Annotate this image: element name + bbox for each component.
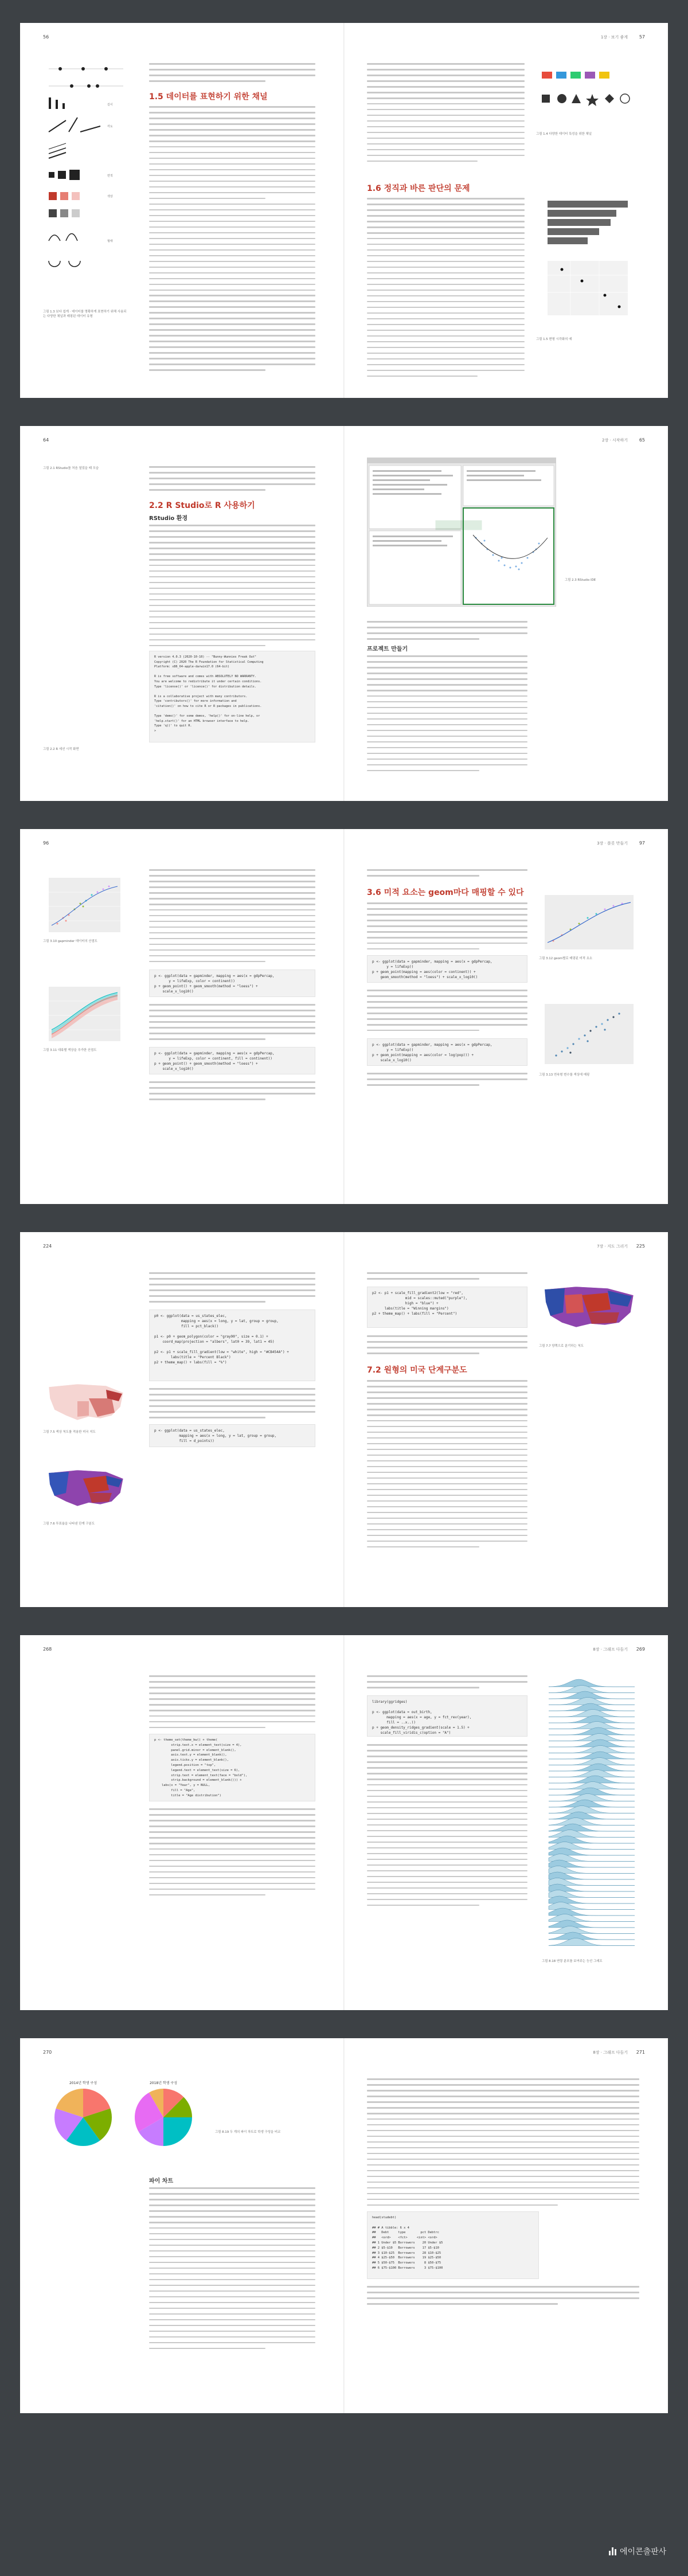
figure-caption: 그림 7.6 투표율을 나타낸 단계 구분도 (43, 1522, 95, 1526)
page-269 (344, 1635, 668, 2010)
code-block: p <- ggplot(data = us_states_elec, mapping = aes(x = long, y = lat, group = group, fill = d_points)) (149, 1424, 315, 1447)
body-text (367, 198, 525, 381)
pie-title: 2018년 학생 구성 (149, 2081, 178, 2085)
running-header: 3장 · 플롯 만들기 (597, 841, 628, 846)
ridge (549, 1866, 635, 1874)
code-block: p <- ggplot(data = gapminder, mapping = aes(x = gdpPercap, y = lifeExp, color = continent, fill = continent)) p + geom_point() + geom_smooth(method = "loess") + scale_x_log10() (149, 1047, 315, 1074)
figure-caption: 그림 1.3 보다 쉽게 · 데이터를 명확하게 표현하기 위해 사용되는 다양한 채널과 매핑된 데이터 유형 (43, 310, 127, 318)
spread-5 (20, 1635, 668, 2010)
pie-charts (43, 2078, 204, 2153)
subsection-title: RStudio 환경 (149, 515, 188, 522)
running-header: 2장 · 시작하기 (602, 438, 628, 443)
page-268 (20, 1635, 344, 2010)
spread-6 (20, 2038, 668, 2413)
body-text (367, 621, 527, 644)
body-text (367, 655, 527, 776)
body-text (149, 869, 315, 967)
body-text (149, 466, 315, 495)
figure-caption: 그림 2.3 RStudio IDE (565, 578, 596, 582)
page-57 (344, 23, 668, 398)
page-65 (344, 426, 668, 801)
legend-label: 길이 (107, 103, 113, 107)
figure-caption: 그림 8.19 두 개의 파이 차트로 학생 구성을 비교 (215, 2131, 281, 2134)
body-text (149, 1808, 315, 1900)
body-text (149, 63, 315, 86)
page-56 (20, 23, 344, 398)
ridge (549, 1878, 635, 1886)
us-map-diverging (539, 1278, 639, 1341)
code-block: p <- ggplot(data = gapminder, mapping = aes(x = gdpPercap, y = lifeExp)) p + geom_point(mapping = aes(color = continent)) + geom_smooth(method = "loess") + scale_x_log10() (367, 955, 527, 983)
code-block: R version 4.0.3 (2020-10-10) -- "Bunny-Wunnies Freak Out" Copyright (C) 2020 The R Foundation for Statistical Computing Platform: x86_64-apple-darwin17.0 (64-bit) R is free software and comes with ABSOLUTELY NO WARRANTY. You are welcome to redistribute it under certain conditions. Type 'license()' or 'licence()' for distribution details. R is a collaborative project with many contributors. Type 'contributors()' for more information and 'citation()' on how to cite R or R packages in publications. Type 'demo()' for some demos, 'help()' for on-line help, or 'help.start()' for an HTML browser interface to help. Type 'q()' to quit R. > (149, 651, 315, 742)
page-number: 268 (43, 1647, 52, 1652)
body-text (367, 1272, 527, 1284)
subsection-title: 프로젝트 만들기 (367, 646, 408, 652)
code-block: p2 <- p1 + scale_fill_gradient2(low = "red", mid = scales::muted("purple"), high = "blue") + labs(title = "Winning margins") p2 + theme_map() + labs(fill = "Percent") (367, 1287, 527, 1328)
spread-2 (20, 426, 668, 801)
ridge (549, 1794, 635, 1801)
code-block: p <- ggplot(data = gapminder, mapping = aes(x = gdpPercap, y = lifeExp)) p + geom_point(mapping = aes(color = log(pop))) + scale_x_log10() (367, 1038, 527, 1066)
body-text (367, 869, 527, 881)
section-title: 7.2 원형의 미국 단계구분도 (367, 1366, 467, 1375)
spread-3 (20, 829, 668, 1204)
body-text (367, 63, 525, 166)
body-text (149, 1675, 315, 1733)
ridge (549, 1914, 635, 1922)
page-96 (20, 829, 344, 1204)
page-64 (20, 426, 344, 801)
body-text (149, 1081, 315, 1104)
figure-caption: 그림 3.13 연속형 변수를 색상에 매핑 (539, 1073, 590, 1077)
body-text (149, 525, 315, 651)
body-text (367, 1335, 527, 1358)
body-text (367, 902, 527, 954)
figure-caption: 그림 7.5 색상 척도를 적용한 미국 지도 (43, 1430, 96, 1434)
scatter-plot-fill (43, 984, 123, 1047)
section-title: 3.6 미적 요소는 geom마다 매핑할 수 있다 (367, 888, 524, 897)
page-97 (344, 829, 668, 1204)
figure-caption: 그림 1.5 변형 시각화의 예 (536, 338, 572, 341)
page-270 (20, 2038, 344, 2413)
scatter-plot-continent (43, 875, 123, 938)
page-271 (344, 2038, 668, 2413)
running-header: 7장 · 지도 그리기 (597, 1244, 628, 1249)
body-text (149, 1004, 315, 1044)
ridge (549, 1679, 635, 1687)
spread-1 (20, 23, 668, 398)
figure-caption: 그림 8.18 연령 분포를 보여주는 능선 그래프 (542, 1960, 603, 1963)
ridge (549, 1788, 635, 1795)
figure-caption: 그림 2.2 R 세션 시작 화면 (43, 748, 79, 751)
section-title: 1.6 정직과 바른 판단의 문제 (367, 184, 470, 193)
page-number: 270 (43, 2050, 52, 2055)
page-number: 64 (43, 437, 49, 443)
us-map-light (43, 1375, 129, 1427)
pie-title: 2014년 학생 구성 (69, 2081, 97, 2085)
figure-caption: 그림 1.4 다양한 데이터 특성을 위한 채널 (536, 132, 592, 136)
code-block: p <- ggplot(data = gapminder, mapping = aes(x = gdpPercap, y = lifeExp, color = continent)) p + geom_point() + geom_smooth(method = "loess") + scale_x_log10() (149, 970, 315, 997)
legend-label: 형태 (107, 240, 113, 243)
code-block: p0 <- ggplot(data = us_states_elec, mapping = aes(x = long, y = lat, group = group, fill = pct_black)) p1 <- p0 + geom_polygon(color = "gray90", size = 0.1) + coord_map(projection = "albers", lat0 = 39, lat1 = 45) p2 <- p1 + scale_fill_gradient(low = "white", high = "#CB454A") + labs(title = "Percent Black") p2 + theme_map() + labs(fill = "%") (149, 1310, 315, 1381)
body-text (149, 106, 315, 375)
publisher-logo (609, 2546, 666, 2557)
figure-caption: 그림 3.11 대륙별 색상을 추가한 산점도 (43, 1049, 97, 1052)
page-number: 57 (639, 34, 645, 40)
page-number: 96 (43, 841, 49, 846)
scatter-plot-geom (539, 892, 636, 955)
page-number: 224 (43, 1244, 52, 1249)
ridge (549, 1872, 635, 1879)
code-block: head(studebt) ## # A tibble: 6 x 4 ## Debt type pct Debtrc ## <ord> <fct> <int> <ord> ## 1 Under $5 Borrowers 20 Under $5 ## 2 $5-$10 Borrowers 17 $5-$10 ## 3 $10-$25 Borrowers 28 $10-$25 ## 4 $25-$50 Borrowers 19 $25-$50 ## 5 $50-$75 Borrowers 8 $50-$75 ## 6 $75-$100 Borrowers 3 $75-$100 (367, 2211, 539, 2279)
scatter-plot-continuous (539, 1001, 636, 1070)
figure-caption: 그림 3.10 gapminder 데이터의 산점도 (43, 940, 97, 943)
page-number: 271 (636, 2050, 645, 2055)
us-map-purple (43, 1461, 129, 1519)
page-number: 269 (636, 1647, 645, 1652)
running-header: 8장 · 그래프 다듬기 (593, 2050, 628, 2055)
ridgeline-plot (542, 1675, 639, 1956)
subsection-title: 파이 차트 (149, 2178, 174, 2184)
body-text (367, 1744, 527, 1910)
rstudio-screenshot (367, 458, 556, 607)
legend-label: 면적 (107, 174, 113, 178)
running-header: 8장 · 그래프 다듬기 (593, 1647, 628, 1652)
code-block: p <- theme_set(theme_bw() + theme( strip.text.x = element_text(size = 4), panel.grid.minor = element_blank(), axis.text.y = element_blank(), axis.ticks.y = element_blank(), legend.position = "top", legend.text = element_text(size = 6), strip.text = element_text(face = "bold"), strip.background = element_blank())) + labs(x = "Year", y = NULL, fill = "Age", title = "Age distribution") (149, 1734, 315, 1801)
figure-caption: 그림 3.12 geom별로 매핑된 미적 요소 (539, 957, 593, 960)
spread-4 (20, 1232, 668, 1607)
publisher-mark-icon (609, 2547, 616, 2555)
section-title: 1.5 데이터를 표현하기 위한 채널 (149, 92, 268, 101)
body-text (367, 1073, 527, 1090)
body-text (149, 1272, 315, 1307)
shape-color-figure (536, 63, 639, 132)
page-number: 65 (639, 437, 645, 443)
body-text (149, 1388, 315, 1422)
body-text (367, 1380, 527, 1552)
section-title: 2.2 R Studio로 R 사용하기 (149, 501, 255, 510)
page-224 (20, 1232, 344, 1607)
body-text (367, 1675, 527, 1692)
body-text (367, 2078, 639, 2210)
publisher-name: 에이콘출판사 (620, 2547, 667, 2557)
legend-label: 색상 (107, 195, 113, 198)
page-number: 56 (43, 34, 49, 40)
body-text (149, 2187, 315, 2354)
page-number: 97 (639, 841, 645, 846)
legend-label: 각도 (107, 125, 113, 128)
page-225 (344, 1232, 668, 1607)
body-text (367, 990, 527, 1035)
figure-caption: 그림 2.1 RStudio를 처음 열었을 때 모습 (43, 467, 99, 470)
running-header: 1장 · 보기 좋게 (600, 35, 628, 40)
page-number: 225 (636, 1244, 645, 1249)
code-block: library(ggridges) p <- ggplot(data = out_birth, mapping = aes(x = age, y = fct_rev(year), fill = ..x..)) p + geom_density_ridges_gradient(scale = 1.5) + scale_fill_viridis_c(option = "A") (367, 1695, 527, 1737)
body-text (367, 2286, 639, 2309)
bar-and-scatter-figure (536, 195, 639, 333)
channels-figure (43, 63, 129, 298)
figure-caption: 그림 7.7 양쪽으로 분기하는 척도 (539, 1344, 584, 1348)
ridge (549, 1715, 635, 1723)
